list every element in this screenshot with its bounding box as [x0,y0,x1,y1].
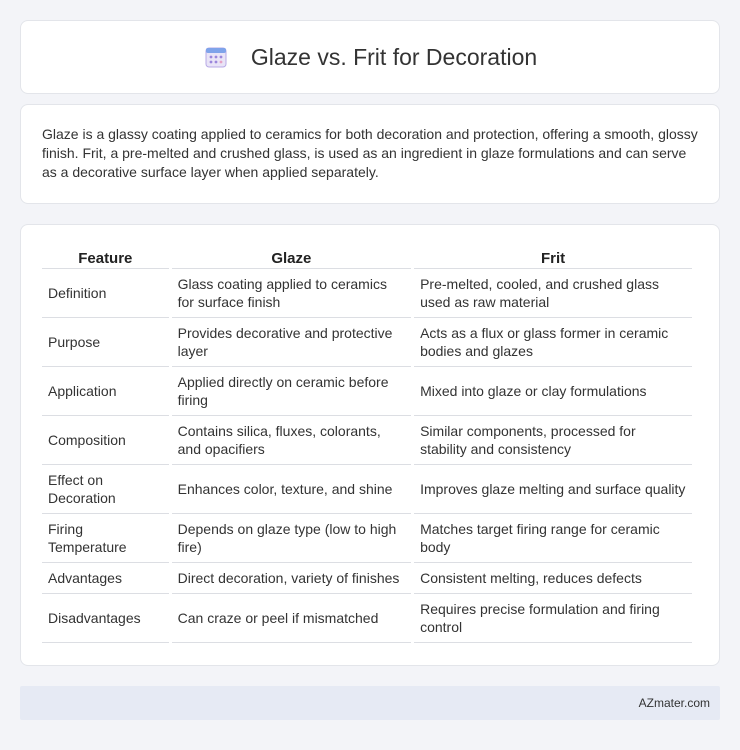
comparison-table [39,243,695,643]
row-glaze: Applied directly on ceramic before firing [172,367,411,416]
row-feature: Purpose [42,318,169,367]
row-feature: Effect on Decoration [42,465,169,514]
row-frit: Consistent melting, reduces defects [414,563,692,594]
table-row [42,594,692,643]
header-frit: Frit [414,243,692,269]
table-row [42,416,692,465]
row-glaze: Direct decoration, variety of finishes [172,563,411,594]
row-glaze: Enhances color, texture, and shine [172,465,411,514]
footer-bar [20,686,720,720]
row-frit: Similar components, processed for stability and consistency [414,416,692,465]
comparison-card [20,224,720,666]
row-frit: Matches target firing range for ceramic body [414,514,692,563]
page-title: Glaze vs. Frit for Decoration [250,43,538,70]
row-glaze: Depends on glaze type (low to high fire) [172,514,411,563]
table-row [42,269,692,318]
footer-brand: AZmater.com [638,696,710,710]
row-glaze: Contains silica, fluxes, colorants, and opacifiers [172,416,411,465]
table-row [42,514,692,563]
intro-paragraph: Glaze is a glassy coating applied to ceramics for both decoration and protection, offering a smooth, glossy finish. Frit, a pre-melted and crushed glass, is used as an ingredient in glaze formulations and can serve as a decorative surface layer when applied separately. [42,126,698,180]
row-glaze: Can craze or peel if mismatched [172,594,411,643]
row-glaze: Glass coating applied to ceramics for surface finish [172,269,411,318]
row-feature: Application [42,367,169,416]
intro-card [20,104,720,204]
row-feature: Firing Temperature [42,514,169,563]
row-feature: Composition [42,416,169,465]
table-header-row [42,243,692,269]
calendar-icon [203,44,229,70]
row-feature: Advantages [42,563,169,594]
header-glaze: Glaze [172,243,411,269]
header-feature: Feature [42,243,169,269]
row-frit: Pre-melted, cooled, and crushed glass used as raw material [414,269,692,318]
row-frit: Improves glaze melting and surface quality [414,465,692,514]
title-bar [21,21,719,93]
table-row [42,563,692,594]
row-frit: Mixed into glaze or clay formulations [414,367,692,416]
table-row [42,318,692,367]
row-feature: Definition [42,269,169,318]
row-frit: Requires precise formulation and firing control [414,594,692,643]
row-feature: Disadvantages [42,594,169,643]
title-card [20,20,720,94]
row-frit: Acts as a flux or glass former in ceramic bodies and glazes [414,318,692,367]
row-glaze: Provides decorative and protective layer [172,318,411,367]
table-row [42,367,692,416]
table-row [42,465,692,514]
